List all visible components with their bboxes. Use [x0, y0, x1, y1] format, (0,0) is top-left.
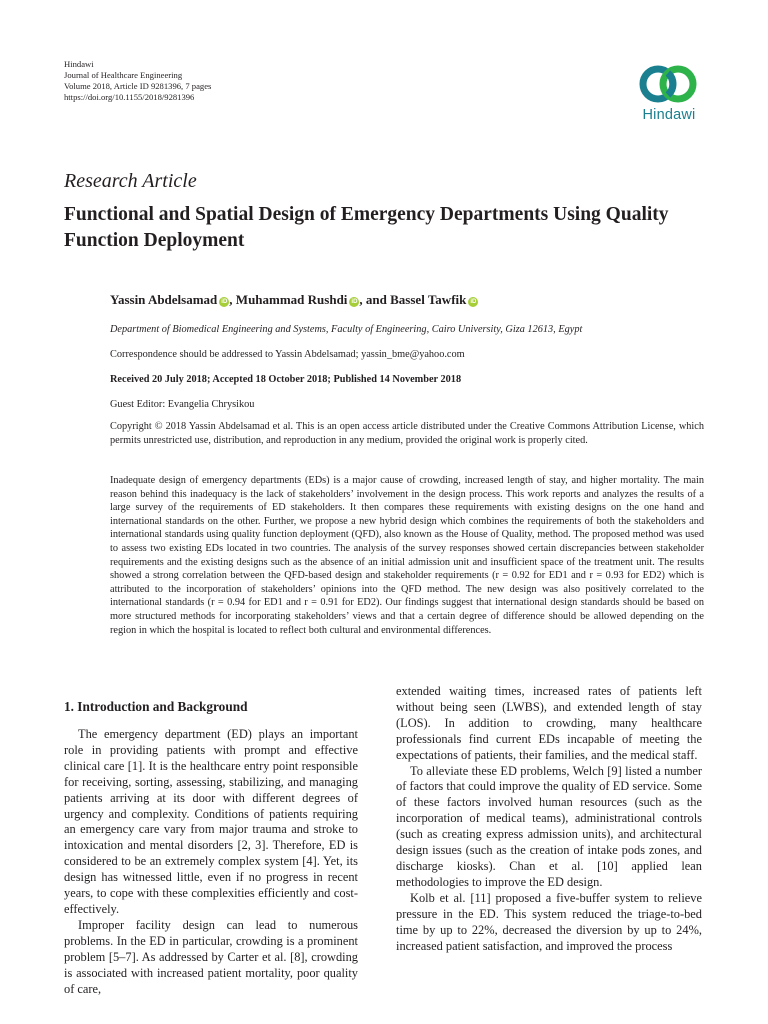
volume-info: Volume 2018, Article ID 9281396, 7 pages [64, 81, 212, 91]
guest-editor: Guest Editor: Evangelia Chrysikou [110, 399, 255, 410]
article-type: Research Article [64, 170, 197, 192]
body-column-right [396, 684, 702, 954]
doi-link[interactable]: https://doi.org/10.1155/2018/9281396 [64, 92, 195, 102]
body-paragraph: Kolb et al. [11] proposed a five-buffer system to relieve pressure in the ED. This system reduced the triage-to-bed time by up to 22%, decreased the diversion by up to 24%, increased patient satisfaction, and improved the process [396, 890, 702, 953]
hindawi-logo-text: Hindawi [642, 107, 696, 123]
hindawi-rings-icon [638, 62, 700, 106]
publication-dates: Received 20 July 2018; Accepted 18 October 2018; Published 14 November 2018 [110, 374, 462, 385]
copyright-notice: Copyright © 2018 Yassin Abdelsamad et al. This is an open access article distributed under the Creative Commons Attribution License, which permits unrestricted use, distribution, and reproduction in any medium, provided the original work is properly cited. [110, 421, 704, 446]
body-paragraph: The emergency department (ED) plays an important role in providing patients with prompt and effective clinical care [1]. It is the healthcare entry point responsible for receiving, sorting, assessing, stabilizing, and managing patients arriving at its door with different degrees of urgency and complexity. Conditions of patients requiring an emergency care vary from major trauma and stroke to intoxication and mental disorders [2, 3]. Therefore, ED is considered to be an extremely complex system [4]. Yet, its design has witnessed little, even if no progress in recent years, to cope with these complexities efficiently and cost-effectively. [64, 727, 358, 916]
orcid-icon[interactable]: iD [221, 299, 228, 305]
author-name[interactable]: Bassel Tawfik [390, 292, 467, 307]
body-column-left [64, 727, 358, 997]
author-list [110, 292, 478, 308]
body-paragraph: To alleviate these ED problems, Welch [9] listed a number of factors that could improve the quality of ED service. Some of these factors involved human resources (such as the incorporation of medical teams), administrational controls (such as creating express admission units), and architectural design issues (such as the creation of intake pods zones, and discharge kiosks). Chan et al. [10] applied lean methodologies to improve the ED design. [396, 763, 702, 889]
author-name[interactable]: Yassin Abdelsamad [110, 292, 218, 307]
journal-name: Journal of Healthcare Engineering [64, 70, 183, 80]
publisher-name: Hindawi [64, 59, 94, 69]
hindawi-logo [634, 62, 704, 134]
section-heading: 1. Introduction and Background [64, 699, 248, 714]
author-name[interactable]: Muhammad Rushdi [235, 292, 348, 307]
correspondence: Correspondence should be addressed to Yassin Abdelsamad; yassin_bme@yahoo.com [110, 349, 465, 360]
article-title: Functional and Spatial Design of Emergency Departments Using Quality Function Deployment [64, 204, 669, 251]
body-paragraph: extended waiting times, increased rates of patients left without being seen (LWBS), and extended length of stay (LOS). In addition to crowding, many healthcare professionals find current EDs incapable of meeting the expectations of patients, their families, and the medical staff. [396, 684, 702, 762]
affiliation: Department of Biomedical Engineering and Systems, Faculty of Engineering, Cairo University, Giza 12613, Egypt [110, 324, 583, 335]
author-separator: , and [359, 292, 391, 307]
body-paragraph: Improper facility design can lead to numerous problems. In the ED in particular, crowding is a prominent problem [5–7]. As addressed by Carter et al. [8], crowding is associated with increased patient mortality, poor quality of care, [64, 917, 358, 996]
abstract: Inadequate design of emergency departments (EDs) is a major cause of crowding, increased length of stay, and higher mortality. The main reason behind this inadequacy is the lack of stakeholders’ involvement in the design process. This work reports and analyzes the results of a large survey of the requirements of ED stakeholders. It then compares these requirements with existing designs on the one hand and international standards on the other. Further, we propose a new hybrid design which combines the requirements of both the stakeholders and international standards using quality function deployment (QFD), also known as the House of Quality, method. The proposed method was used to assess two existing EDs located in two countries. The analysis of the survey responses showed certain discrepancies between stakeholder requirements and the existing designs such as the absence of an initial admission unit and insufficient space of the treatment unit. The results showed a strong correlation between the QFD-based design and stakeholder requirements (r = 0.92 for ED1 and r = 0.93 for ED2) which is attributed to the incorporation of stakeholders’ opinions into the QFD method. The new design was also positively correlated to the international standards (r = 0.94 for ED1 and r = 0.91 for ED2). Our findings suggest that international design standards should be based on more structured methods for incorporating stakeholders’ views and that a certain degree of difference should be allowed depending on the region in which the hospital is located to reflect both cultural and environmental differences. [110, 475, 704, 636]
author-separator: , [229, 292, 236, 307]
orcid-icon[interactable]: iD [470, 299, 477, 305]
journal-meta [64, 59, 211, 103]
orcid-icon[interactable]: iD [351, 299, 358, 305]
